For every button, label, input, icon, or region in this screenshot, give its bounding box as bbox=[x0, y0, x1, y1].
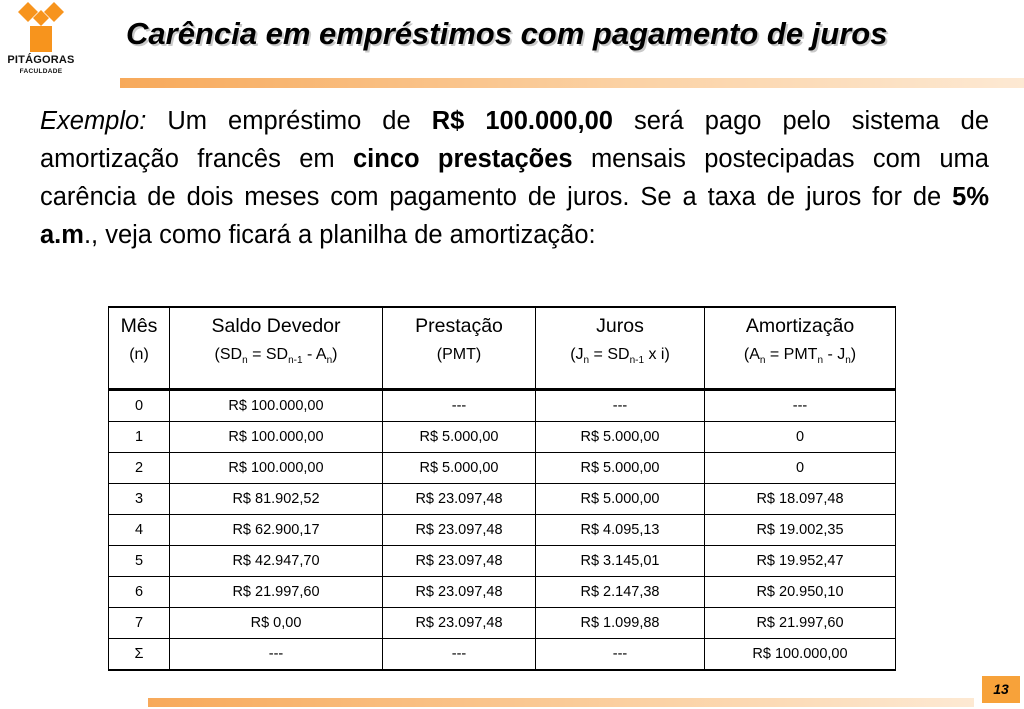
paragraph-text-3: mensais postecipadas com uma carência de dois meses com pagamento de juros. Se a taxa de juros for de bbox=[40, 145, 989, 211]
formula-juros: ($J_n = SD_{n-1}$ x i) bbox=[536, 344, 705, 390]
cell-amortizacao: R$ 21.997,60 bbox=[705, 608, 896, 639]
loan-amount: R$ 100.000,00 bbox=[431, 107, 613, 135]
cell-prestacao: R$ 5.000,00 bbox=[383, 422, 536, 453]
cell-mes: 1 bbox=[109, 422, 170, 453]
cell-prestacao: R$ 23.097,48 bbox=[383, 484, 536, 515]
cell-mes: 2 bbox=[109, 453, 170, 484]
header-juros: Juros bbox=[536, 307, 705, 344]
cell-amortizacao: 0 bbox=[705, 422, 896, 453]
table-row bbox=[109, 608, 896, 639]
example-paragraph bbox=[40, 102, 989, 254]
cell-prestacao: R$ 23.097,48 bbox=[383, 577, 536, 608]
example-lead: Exemplo: bbox=[40, 107, 147, 135]
cell-juros: R$ 4.095,13 bbox=[536, 515, 705, 546]
pitagoras-logo bbox=[2, 2, 80, 78]
cell-prestacao: R$ 23.097,48 bbox=[383, 608, 536, 639]
cell-amortizacao: R$ 20.950,10 bbox=[705, 577, 896, 608]
cell-amortizacao: 0 bbox=[705, 453, 896, 484]
cell-saldo: R$ 42.947,70 bbox=[170, 546, 383, 577]
table-header-row bbox=[109, 307, 896, 344]
formula-saldo: $(SD_n = SD_{n-1} - A_n)$ bbox=[170, 344, 383, 390]
cell-saldo: R$ 62.900,17 bbox=[170, 515, 383, 546]
table-formula-row bbox=[109, 344, 896, 390]
table-row bbox=[109, 577, 896, 608]
cell-juros: R$ 5.000,00 bbox=[536, 422, 705, 453]
cell-saldo: --- bbox=[170, 639, 383, 671]
paragraph-text-2: será pago pelo sistema de amortização francês em bbox=[40, 107, 990, 173]
formula-mes: (n) bbox=[109, 344, 170, 390]
cell-prestacao: --- bbox=[383, 639, 536, 671]
cell-mes: 7 bbox=[109, 608, 170, 639]
cell-saldo: R$ 21.997,60 bbox=[170, 577, 383, 608]
cell-juros: --- bbox=[536, 639, 705, 671]
logo-name: PITÁGORAS bbox=[7, 54, 75, 66]
title-divider bbox=[120, 78, 1024, 88]
cell-saldo: R$ 0,00 bbox=[170, 608, 383, 639]
table-row bbox=[109, 422, 896, 453]
cell-prestacao: --- bbox=[383, 390, 536, 422]
cell-prestacao: R$ 23.097,48 bbox=[383, 546, 536, 577]
table-row bbox=[109, 390, 896, 422]
cell-amortizacao: R$ 18.097,48 bbox=[705, 484, 896, 515]
formula-amortizacao: $(A_n = PMT_n - J_n)$ bbox=[705, 344, 896, 390]
header-saldo-devedor: Saldo Devedor bbox=[170, 307, 383, 344]
header-amortizacao: Amortização bbox=[705, 307, 896, 344]
installments-count: cinco prestações bbox=[352, 145, 573, 173]
table-row bbox=[109, 484, 896, 515]
formula-prestacao: (PMT) bbox=[383, 344, 536, 390]
cell-prestacao: R$ 23.097,48 bbox=[383, 515, 536, 546]
cell-amortizacao: --- bbox=[705, 390, 896, 422]
cell-amortizacao: R$ 100.000,00 bbox=[705, 639, 896, 671]
cell-saldo: R$ 100.000,00 bbox=[170, 422, 383, 453]
cell-sigma: Σ bbox=[109, 639, 170, 671]
table-total-row bbox=[109, 639, 896, 671]
header-prestacao: Prestação bbox=[383, 307, 536, 344]
cell-saldo: R$ 100.000,00 bbox=[170, 453, 383, 484]
cell-prestacao: R$ 5.000,00 bbox=[383, 453, 536, 484]
logo-subtitle: FACULDADE bbox=[19, 68, 63, 75]
cell-juros: R$ 5.000,00 bbox=[536, 453, 705, 484]
table-row bbox=[109, 453, 896, 484]
cell-saldo: R$ 81.902,52 bbox=[170, 484, 383, 515]
cell-juros: R$ 3.145,01 bbox=[536, 546, 705, 577]
cell-amortizacao: R$ 19.002,35 bbox=[705, 515, 896, 546]
cell-mes: 6 bbox=[109, 577, 170, 608]
cell-mes: 5 bbox=[109, 546, 170, 577]
cell-mes: 4 bbox=[109, 515, 170, 546]
footer-divider bbox=[148, 698, 974, 707]
header-mes: Mês bbox=[109, 307, 170, 344]
cell-mes: 3 bbox=[109, 484, 170, 515]
table-row bbox=[109, 546, 896, 577]
paragraph-text-1: Um empréstimo de bbox=[146, 107, 432, 135]
cell-juros: R$ 5.000,00 bbox=[536, 484, 705, 515]
cell-juros: R$ 2.147,38 bbox=[536, 577, 705, 608]
cell-amortizacao: R$ 19.952,47 bbox=[705, 546, 896, 577]
slide-title: Carência em empréstimos com pagamento de juros bbox=[126, 16, 888, 51]
logo-mark-icon bbox=[16, 2, 66, 54]
cell-juros: R$ 1.099,88 bbox=[536, 608, 705, 639]
table-row bbox=[109, 515, 896, 546]
interest-rate: 5% a.m bbox=[40, 183, 989, 249]
page-number: 13 bbox=[982, 676, 1020, 703]
cell-saldo: R$ 100.000,00 bbox=[170, 390, 383, 422]
amortization-table bbox=[108, 306, 896, 671]
cell-mes: 0 bbox=[109, 390, 170, 422]
cell-juros: --- bbox=[536, 390, 705, 422]
paragraph-text-4: ., veja como ficará a planilha de amortização: bbox=[83, 221, 596, 249]
